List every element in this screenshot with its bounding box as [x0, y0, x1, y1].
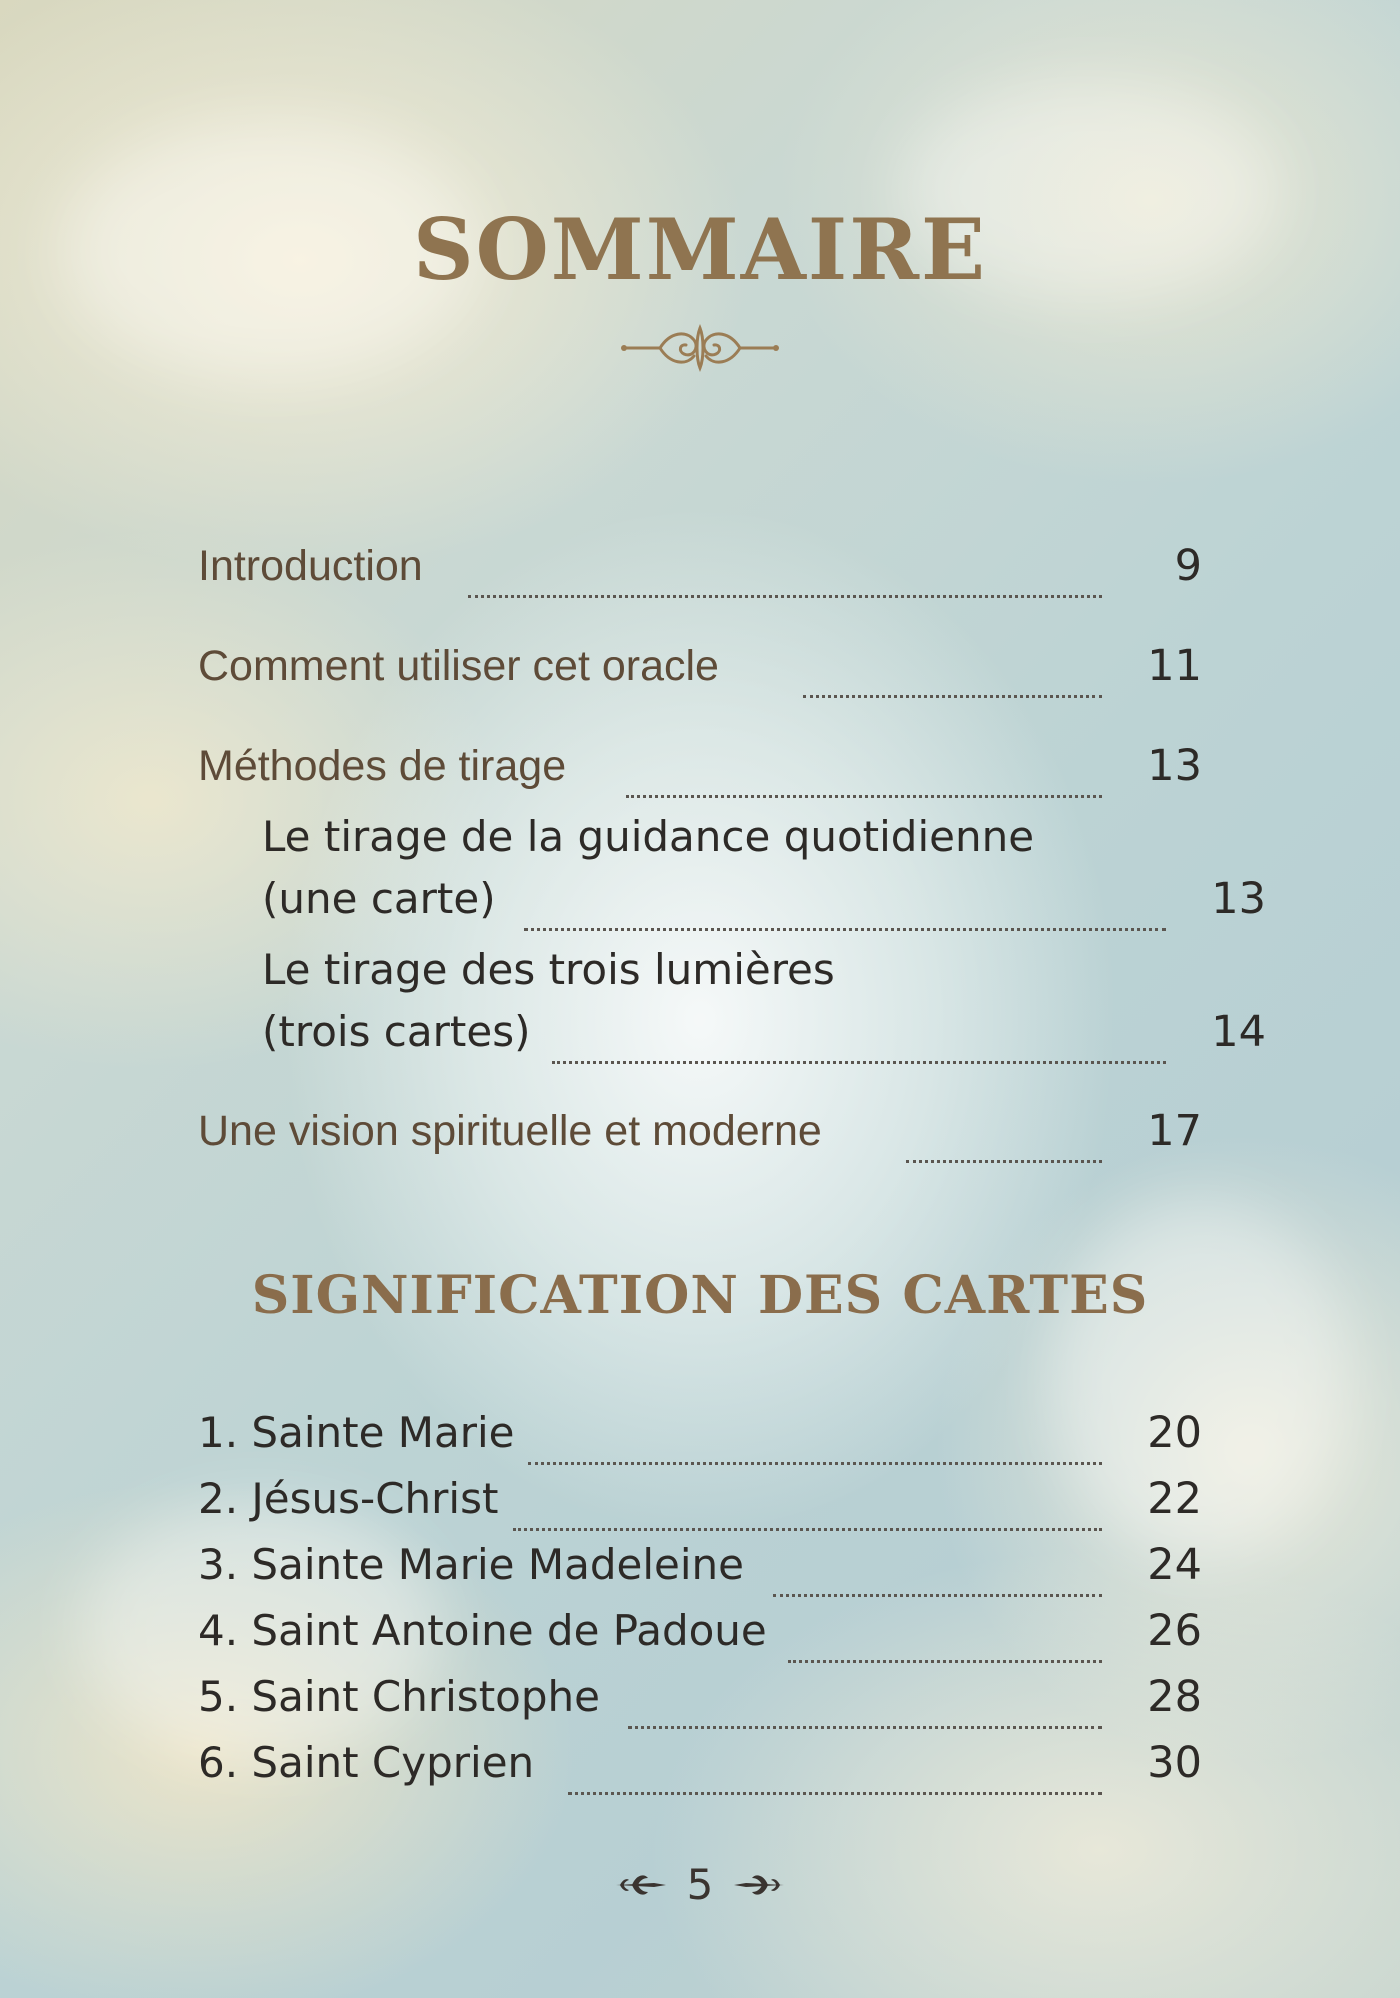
toc-entry-label: Méthodes de tirage: [198, 742, 567, 790]
dot-leader: [468, 545, 1102, 598]
toc-page-number: 17: [1147, 1106, 1202, 1156]
toc-entry-label: Comment utiliser cet oracle: [198, 642, 719, 690]
toc-entry-label: 1. Sainte Marie: [198, 1408, 515, 1457]
page-footer: [0, 1860, 1400, 1909]
toc-entry-label: (une carte): [262, 874, 496, 923]
toc-entry-label: Introduction: [198, 542, 423, 590]
toc-page-number: 28: [1147, 1672, 1202, 1722]
page-title: SOMMAIRE: [412, 200, 988, 299]
toc-card-entry[interactable]: [198, 1408, 1202, 1478]
toc-page-number: 13: [1211, 874, 1266, 924]
dot-leader: [626, 745, 1102, 798]
dot-leader: [906, 1110, 1102, 1163]
toc-entry-label: 5. Saint Christophe: [198, 1672, 600, 1721]
left-fleuron-icon: [614, 1870, 668, 1900]
toc-card-entry[interactable]: [198, 1606, 1202, 1676]
section-title: SIGNIFICATION DES CARTES: [251, 1265, 1149, 1326]
toc-entry-label: Une vision spirituelle et moderne: [198, 1107, 822, 1155]
toc-subentry-trois-lumieres[interactable]: [262, 1007, 1266, 1077]
flourish-ornament-icon: [620, 318, 780, 378]
dot-leader: [513, 1478, 1102, 1531]
toc-entry-label: (trois cartes): [262, 1007, 531, 1056]
dot-leader: [568, 1742, 1102, 1795]
dot-leader: [773, 1544, 1102, 1597]
toc-subentry-line: Le tirage des trois lumières: [262, 945, 835, 994]
toc-subentry-guidance[interactable]: [262, 874, 1266, 944]
toc-page-number: 24: [1147, 1540, 1202, 1590]
toc-entry-label: 2. Jésus-Christ: [198, 1474, 499, 1523]
toc-page-number: 30: [1147, 1738, 1202, 1788]
toc-entry-introduction[interactable]: [198, 541, 1202, 611]
dot-leader: [628, 1676, 1102, 1729]
toc-subentry-line: Le tirage de la guidance quotidienne: [262, 812, 1035, 861]
toc-page-number: 22: [1147, 1474, 1202, 1524]
dot-leader: [552, 1011, 1166, 1064]
toc-page-number: 11: [1147, 641, 1202, 691]
toc-page-number: 13: [1147, 741, 1202, 791]
dot-leader: [528, 1412, 1102, 1465]
page-number: 5: [686, 1860, 714, 1909]
toc-entry-label: 6. Saint Cyprien: [198, 1738, 535, 1787]
toc-page-number: 9: [1174, 541, 1202, 591]
dot-leader: [524, 878, 1166, 931]
toc-card-entry[interactable]: [198, 1540, 1202, 1610]
toc-page-number: 26: [1147, 1606, 1202, 1656]
dot-leader: [788, 1610, 1102, 1663]
toc-entry-vision[interactable]: [198, 1106, 1202, 1176]
toc-card-entry[interactable]: [198, 1474, 1202, 1544]
toc-page-number: 14: [1211, 1007, 1266, 1057]
toc-entry-label: 4. Saint Antoine de Padoue: [198, 1606, 767, 1655]
toc-entry-comment-utiliser[interactable]: [198, 641, 1202, 711]
toc-entry-methodes[interactable]: [198, 741, 1202, 811]
toc-page-number: 20: [1147, 1408, 1202, 1458]
right-fleuron-icon: [732, 1870, 786, 1900]
dot-leader: [803, 645, 1102, 698]
toc-card-entry[interactable]: [198, 1672, 1202, 1742]
toc-card-entry[interactable]: [198, 1738, 1202, 1808]
toc-entry-label: 3. Sainte Marie Madeleine: [198, 1540, 744, 1589]
